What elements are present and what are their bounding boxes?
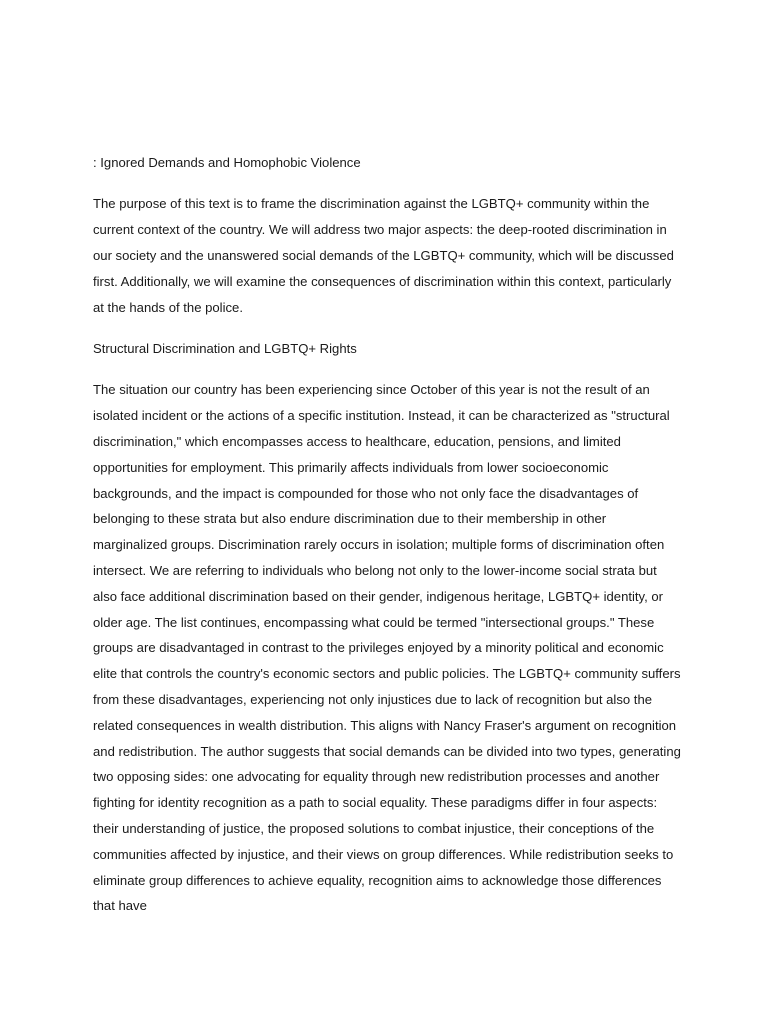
spacer bbox=[93, 320, 683, 336]
section-paragraph: The situation our country has been experiencing since October of this year is not the result of an isolated incident or the actions of a specific institution. Instead, it can be characterized as "structural discrimination," which encompasses access to healthcare, education, pensions, and limited opportunities for employment. This primarily affects individuals from lower socioeconomic backgrounds, and the impact is compounded for those who not only face the disadvantages of belonging to these strata but also endure discrimination due to their membership in other marginalized groups. Discrimination rarely occurs in isolation; multiple forms of discrimination often intersect. We are referring to individuals who belong not only to the lower-income social strata but also face additional discrimination based on their gender, indigenous heritage, LGBTQ+ identity, or older age. The list continues, encompassing what could be termed "intersectional groups." These groups are disadvantaged in contrast to the privileges enjoyed by a minority political and economic elite that controls the country's economic sectors and public policies. The LGBTQ+ community suffers from these disadvantages, experiencing not only injustices due to lack of recognition but also the related consequences in wealth distribution. This aligns with Nancy Fraser's argument on recognition and redistribution. The author suggests that social demands can be divided into two types, generating two opposing sides: one advocating for equality through new redistribution processes and another fighting for identity recognition as a path to social equality. These paradigms differ in four aspects: their understanding of justice, the proposed solutions to combat injustice, their conceptions of the communities affected by injustice, and their views on group differences. While redistribution seeks to eliminate group differences to achieve equality, recognition aims to acknowledge those differences that have bbox=[93, 382, 681, 914]
spacer bbox=[93, 362, 683, 378]
document-body bbox=[93, 150, 683, 919]
spacer bbox=[93, 176, 683, 192]
intro-paragraph: The purpose of this text is to frame the discrimination against the LGBTQ+ community within the current context of the country. We will address two major aspects: the deep-rooted discrimination in our society and the unanswered social demands of the LGBTQ+ community, which will be discussed first. Additionally, we will examine the consequences of discrimination within this context, particularly at the hands of the police. bbox=[93, 196, 674, 315]
section-heading: Structural Discrimination and LGBTQ+ Rights bbox=[93, 340, 357, 356]
document-title: : Ignored Demands and Homophobic Violence bbox=[93, 155, 361, 170]
